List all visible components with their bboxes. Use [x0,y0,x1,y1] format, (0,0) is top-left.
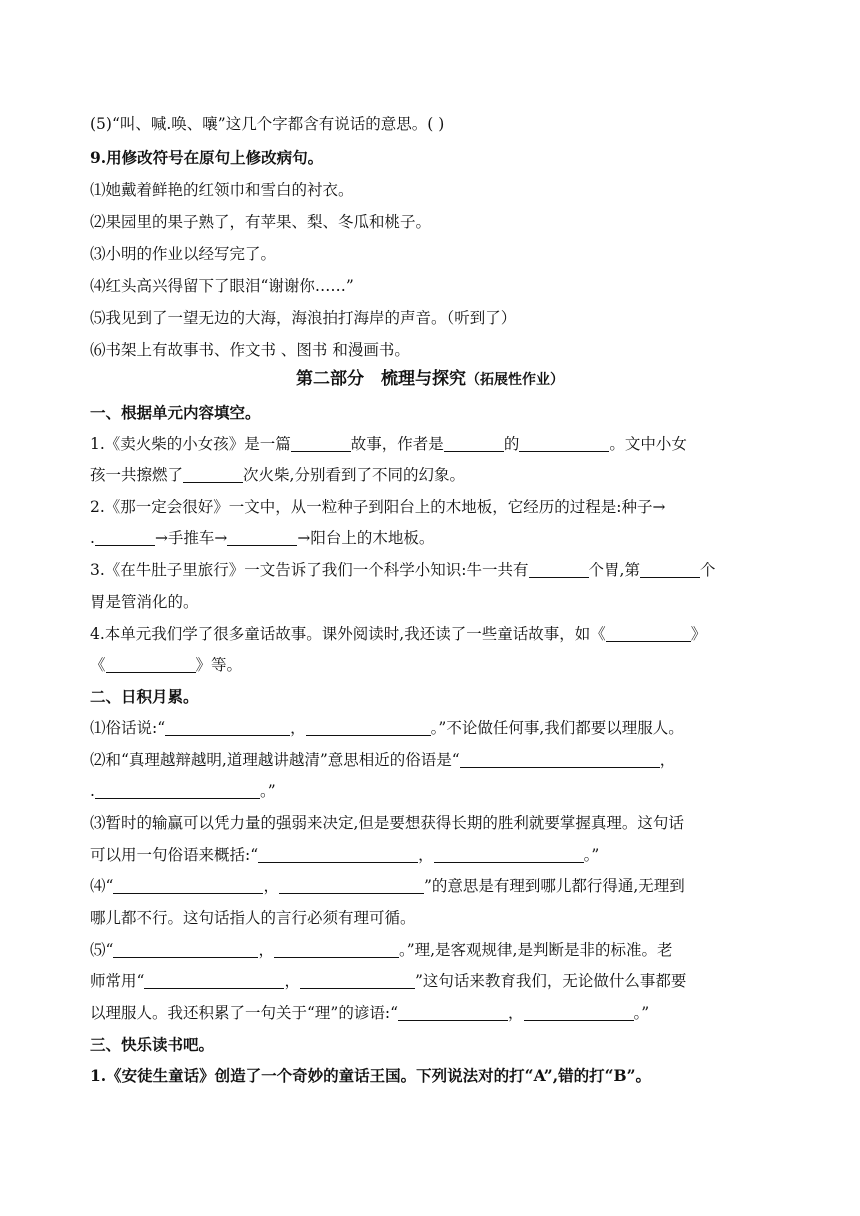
text: . [90,529,95,547]
text: 3.《在牛肚子里旅行》一文告诉了我们一个科学小知识:牛一共有 [90,561,529,579]
text: 以理服人。我还积累了一句关于“理”的谚语:“ [90,1004,398,1022]
accum-p2-line2 [90,781,780,801]
text: →阳台上的木地板。 [297,529,435,547]
accum-p1 [90,718,780,738]
text: 。” [633,1004,650,1022]
accum-heading: 二、日积月累。 [90,687,199,706]
text: ， [290,719,306,737]
reading-q1: 1.《安徒生童话》创造了一个奇妙的童话王国。下列说法对的打“A”,错的打“B”。 [90,1066,652,1085]
sick-sentence-4: ⑷红头高兴得留下了眼泪“谢谢你……” [90,277,354,295]
blank-proverb-1a[interactable] [165,719,290,736]
fill-q2-line1: 2.《那一定会很好》一文中，从一粒种子到阳台上的木地板，它经历的过程是:种子→ [90,498,666,516]
fill-q3-line2: 胃是管消化的。 [90,593,199,611]
text: 。” [583,846,600,864]
text: ， [418,846,434,864]
text: 。” [259,782,276,800]
fill-q4-line1 [90,624,780,644]
text: 可以用一句俗语来概括:“ [90,846,259,864]
blank-stage-2[interactable] [227,529,297,546]
part-2-heading [0,369,860,390]
fill-q2-line2 [90,528,780,548]
text: 个胃,第 [588,561,640,579]
text: ， [284,972,300,990]
text: ， [659,751,676,769]
text: 。文中小女 [609,435,687,453]
blank-proverb-3b[interactable] [434,846,584,863]
text: . [90,782,95,800]
sick-sentence-5: ⑸我见到了一望无边的大海，海浪拍打海岸的声音。（听到了） [90,309,517,327]
text: ”这句话来教育我们，无论做什么事都要 [414,972,687,990]
blank-country[interactable] [444,435,504,452]
accum-p3-line1: ⑶暂时的输赢可以凭力量的强弱来决定,但是要想获得长期的胜利就要掌握真理。这句话 [90,814,684,832]
text: ⑸“ [90,941,114,959]
text: →手推车→ [154,529,228,547]
blank-proverb-4a[interactable] [113,877,263,894]
text: ⑵和“真理越辩越明,道理越讲越清”意思相近的俗语是“ [90,751,460,769]
fill-heading: 一、根据单元内容填空。 [90,403,261,422]
text: 孩一共擦燃了 [90,466,184,484]
text: ， [508,1004,524,1022]
blank-author[interactable] [519,435,609,452]
question-9-title: 9.用修改符号在原句上修改病句。 [90,148,324,167]
blank-genre[interactable] [291,435,351,452]
text: ⑴俗话说:“ [90,719,166,737]
fill-q1-line2 [90,465,780,485]
accum-p5-line1 [90,940,780,960]
blank-story-1[interactable] [606,625,691,642]
text: 的 [503,435,520,453]
blank-proverb-6a[interactable] [144,972,284,989]
text: 《 [90,656,106,674]
judge-item-5: (5)“叫、喊.唤、嚷”这几个字都含有说话的意思。( ) [90,115,445,133]
text: 个 [699,561,716,579]
text: 。”理,是客观规律,是判断是非的标准。老 [398,941,673,959]
text: 次火柴,分别看到了不同的幻象。 [243,466,465,484]
fill-q4-line2 [90,655,780,675]
accum-p2-line1 [90,750,780,770]
text: ， [263,877,279,895]
text: 。”不论做任何事,我们都要以理服人。 [430,719,684,737]
blank-proverb-2a[interactable] [460,751,660,768]
text: 4.本单元我们学了很多童话故事。课外阅读时,我还读了一些童话故事，如《 [90,625,606,643]
part-2-title: 第二部分 梳理与探究 [296,369,466,389]
sick-sentence-6: ⑹书架上有故事书、作文书 、图书 和漫画书。 [90,341,410,359]
blank-proverb-4b[interactable] [279,877,424,894]
text: 1.《卖火柴的小女孩》是一篇 [90,435,291,453]
blank-proverb-6b[interactable] [300,972,415,989]
accum-p5-line3 [90,1003,780,1023]
accum-p4-line2: 哪儿都不行。这句话指人的言行必须有理可循。 [90,909,416,927]
blank-story-2[interactable] [106,656,196,673]
text: 故事，作者是 [350,435,444,453]
blank-proverb-5b[interactable] [274,941,399,958]
fill-q3-line1 [90,560,780,580]
blank-proverb-1b[interactable] [306,719,431,736]
text: 》 [690,625,707,643]
blank-stomach-number[interactable] [640,561,700,578]
blank-proverb-5a[interactable] [113,941,258,958]
blank-proverb-2b[interactable] [95,782,260,799]
blank-stage-1[interactable] [95,529,155,546]
sick-sentence-1: ⑴她戴着鲜艳的红领巾和雪白的衬衣。 [90,181,354,199]
accum-p4-line1 [90,876,780,896]
fill-q1-line1 [90,434,780,454]
blank-proverb-3a[interactable] [258,846,418,863]
accum-p5-line2 [90,971,780,991]
blank-proverb-7a[interactable] [398,1004,508,1021]
sick-sentence-2: ⑵果园里的果子熟了，有苹果、梨、冬瓜和桃子。 [90,213,432,231]
text: 》等。 [195,656,243,674]
text: ⑷“ [90,877,114,895]
sick-sentence-3: ⑶小明的作业以经写完了。 [90,245,277,263]
part-2-subtitle: （拓展性作业） [466,372,564,388]
text: ”的意思是有理到哪儿都行得通,无理到 [423,877,685,895]
blank-proverb-7b[interactable] [524,1004,634,1021]
text: ， [258,941,274,959]
reading-heading: 三、快乐读书吧。 [90,1035,215,1054]
blank-match-count[interactable] [183,466,243,483]
blank-stomach-count[interactable] [529,561,589,578]
text: 师常用“ [90,972,145,990]
accum-p3-line2 [90,845,780,865]
